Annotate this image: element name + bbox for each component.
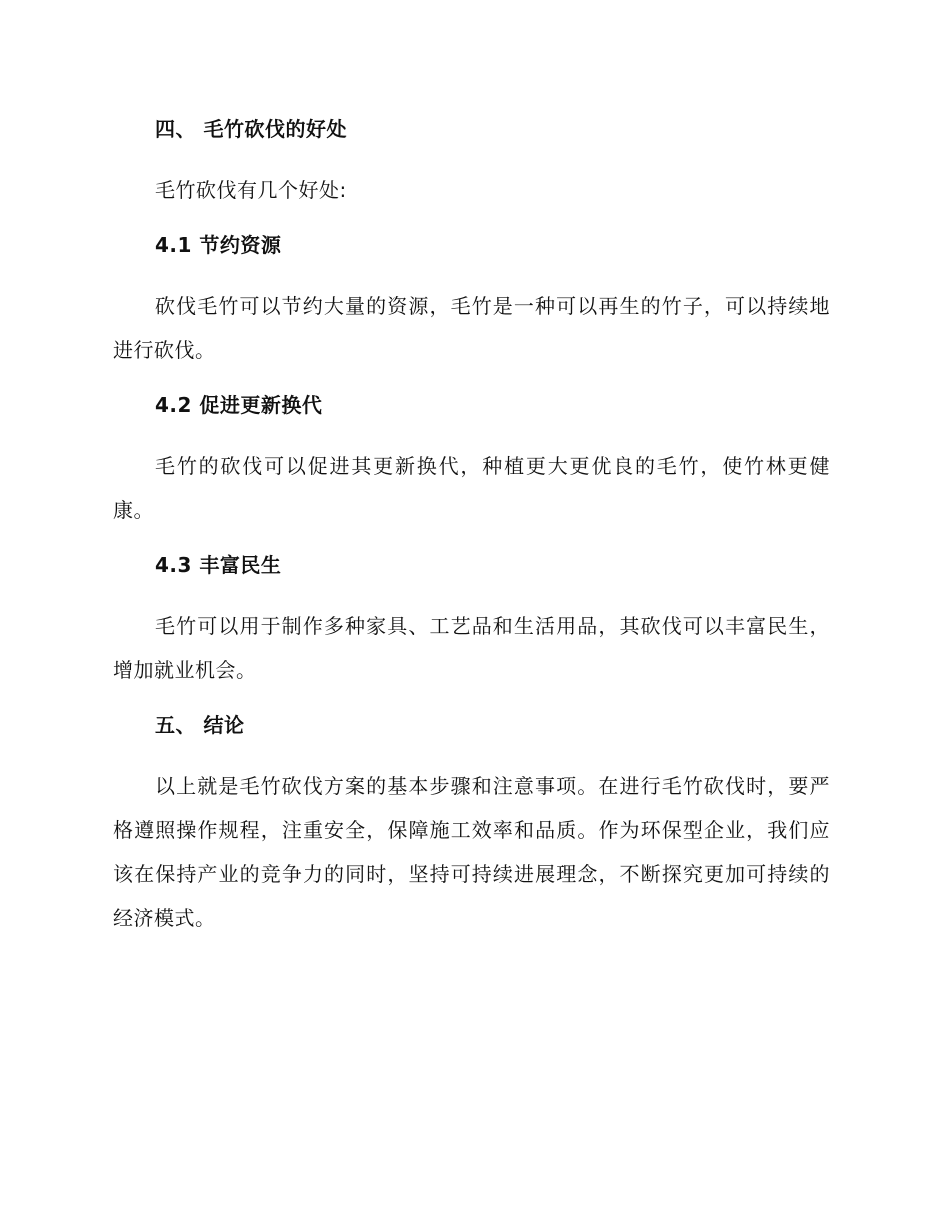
section-4-intro: 毛竹砍伐有几个好处:	[155, 178, 347, 202]
subsection-4-2-body: 毛竹的砍伐可以促进其更新换代，种植更大更优良的毛竹，使竹林更健康。	[113, 454, 830, 522]
subsection-4-1-body: 砍伐毛竹可以节约大量的资源，毛竹是一种可以再生的竹子，可以持续地进行砍伐。	[113, 294, 830, 362]
document-body	[113, 110, 830, 954]
subsection-4-2-heading: 4.2 促进更新换代	[155, 393, 323, 417]
subsection-4-1-heading: 4.1 节约资源	[155, 233, 282, 257]
subsection-4-3-heading: 4.3 丰富民生	[155, 553, 282, 577]
section-4-heading: 四、 毛竹砍伐的好处	[155, 117, 347, 141]
section-5-heading: 五、 结论	[155, 713, 245, 737]
subsection-4-3-body: 毛竹可以用于制作多种家具、工艺品和生活用品，其砍伐可以丰富民生，增加就业机会。	[113, 614, 830, 682]
section-5-body: 以上就是毛竹砍伐方案的基本步骤和注意事项。在进行毛竹砍伐时，要严格遵照操作规程，注重安全，保障施工效率和品质。作为环保型企业，我们应该在保持产业的竞争力的同时，坚持可持续进展理念，不断探究更加可持续的经济模式。	[113, 774, 830, 930]
